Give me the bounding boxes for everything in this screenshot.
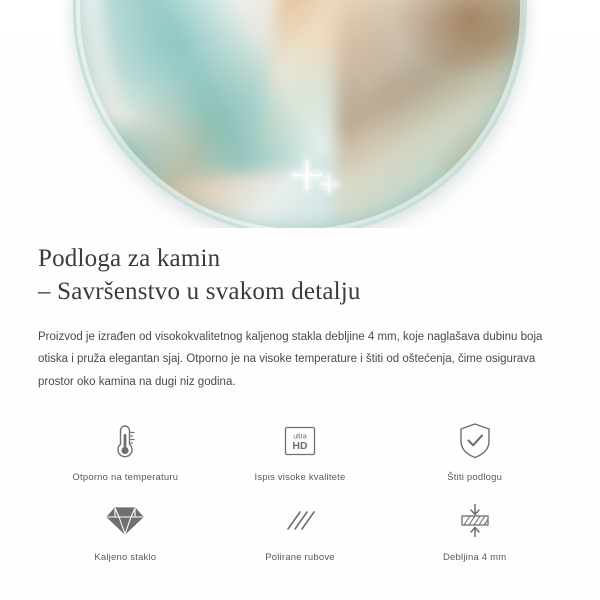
- feature-item-polished-edges: [213, 499, 388, 563]
- feature-item-thickness: [387, 499, 562, 563]
- headline-line-2: – Savršenstvo u svakom detalju: [38, 278, 361, 305]
- hero-image: [0, 0, 600, 228]
- page-title: [38, 242, 562, 308]
- thickness-icon: [455, 499, 495, 543]
- feature-label: Kaljeno staklo: [94, 552, 157, 564]
- diamond-icon: [104, 499, 146, 543]
- content-area: [0, 242, 600, 563]
- feature-label: Otporno na temperaturu: [72, 472, 179, 484]
- svg-text:HD: HD: [292, 440, 308, 453]
- shield-check-icon: [457, 419, 493, 463]
- feature-label: Štiti podlogu: [447, 472, 503, 484]
- svg-text:ultra: ultra: [293, 433, 307, 441]
- feature-item-temperature: [38, 419, 213, 483]
- product-description: Proizvod je izrađen od visokokvalitetnog kaljenog stakla debljine 4 mm, koje naglašava dubinu boja otiska i pruža elegantan sjaj. Otporno je na visoke temperature i štiti od oštećenja, čime osigurava prostor oko kamina na dugi niz godina.: [38, 331, 543, 388]
- feature-item-print-quality: [213, 419, 388, 483]
- thermometer-icon: [110, 419, 140, 463]
- headline-line-1: Podloga za kamin: [38, 245, 221, 272]
- feature-label: Debljina 4 mm: [443, 552, 507, 564]
- polished-edges-icon: [280, 499, 320, 543]
- feature-item-protects-surface: [387, 419, 562, 483]
- glass-board-image: [73, 0, 527, 228]
- feature-grid: [38, 419, 562, 563]
- feature-item-tempered-glass: [38, 499, 213, 563]
- feature-label: Polirane rubove: [265, 552, 335, 564]
- feature-label: Ispis visoke kvalitete: [254, 472, 346, 484]
- ultra-hd-icon: [279, 419, 321, 463]
